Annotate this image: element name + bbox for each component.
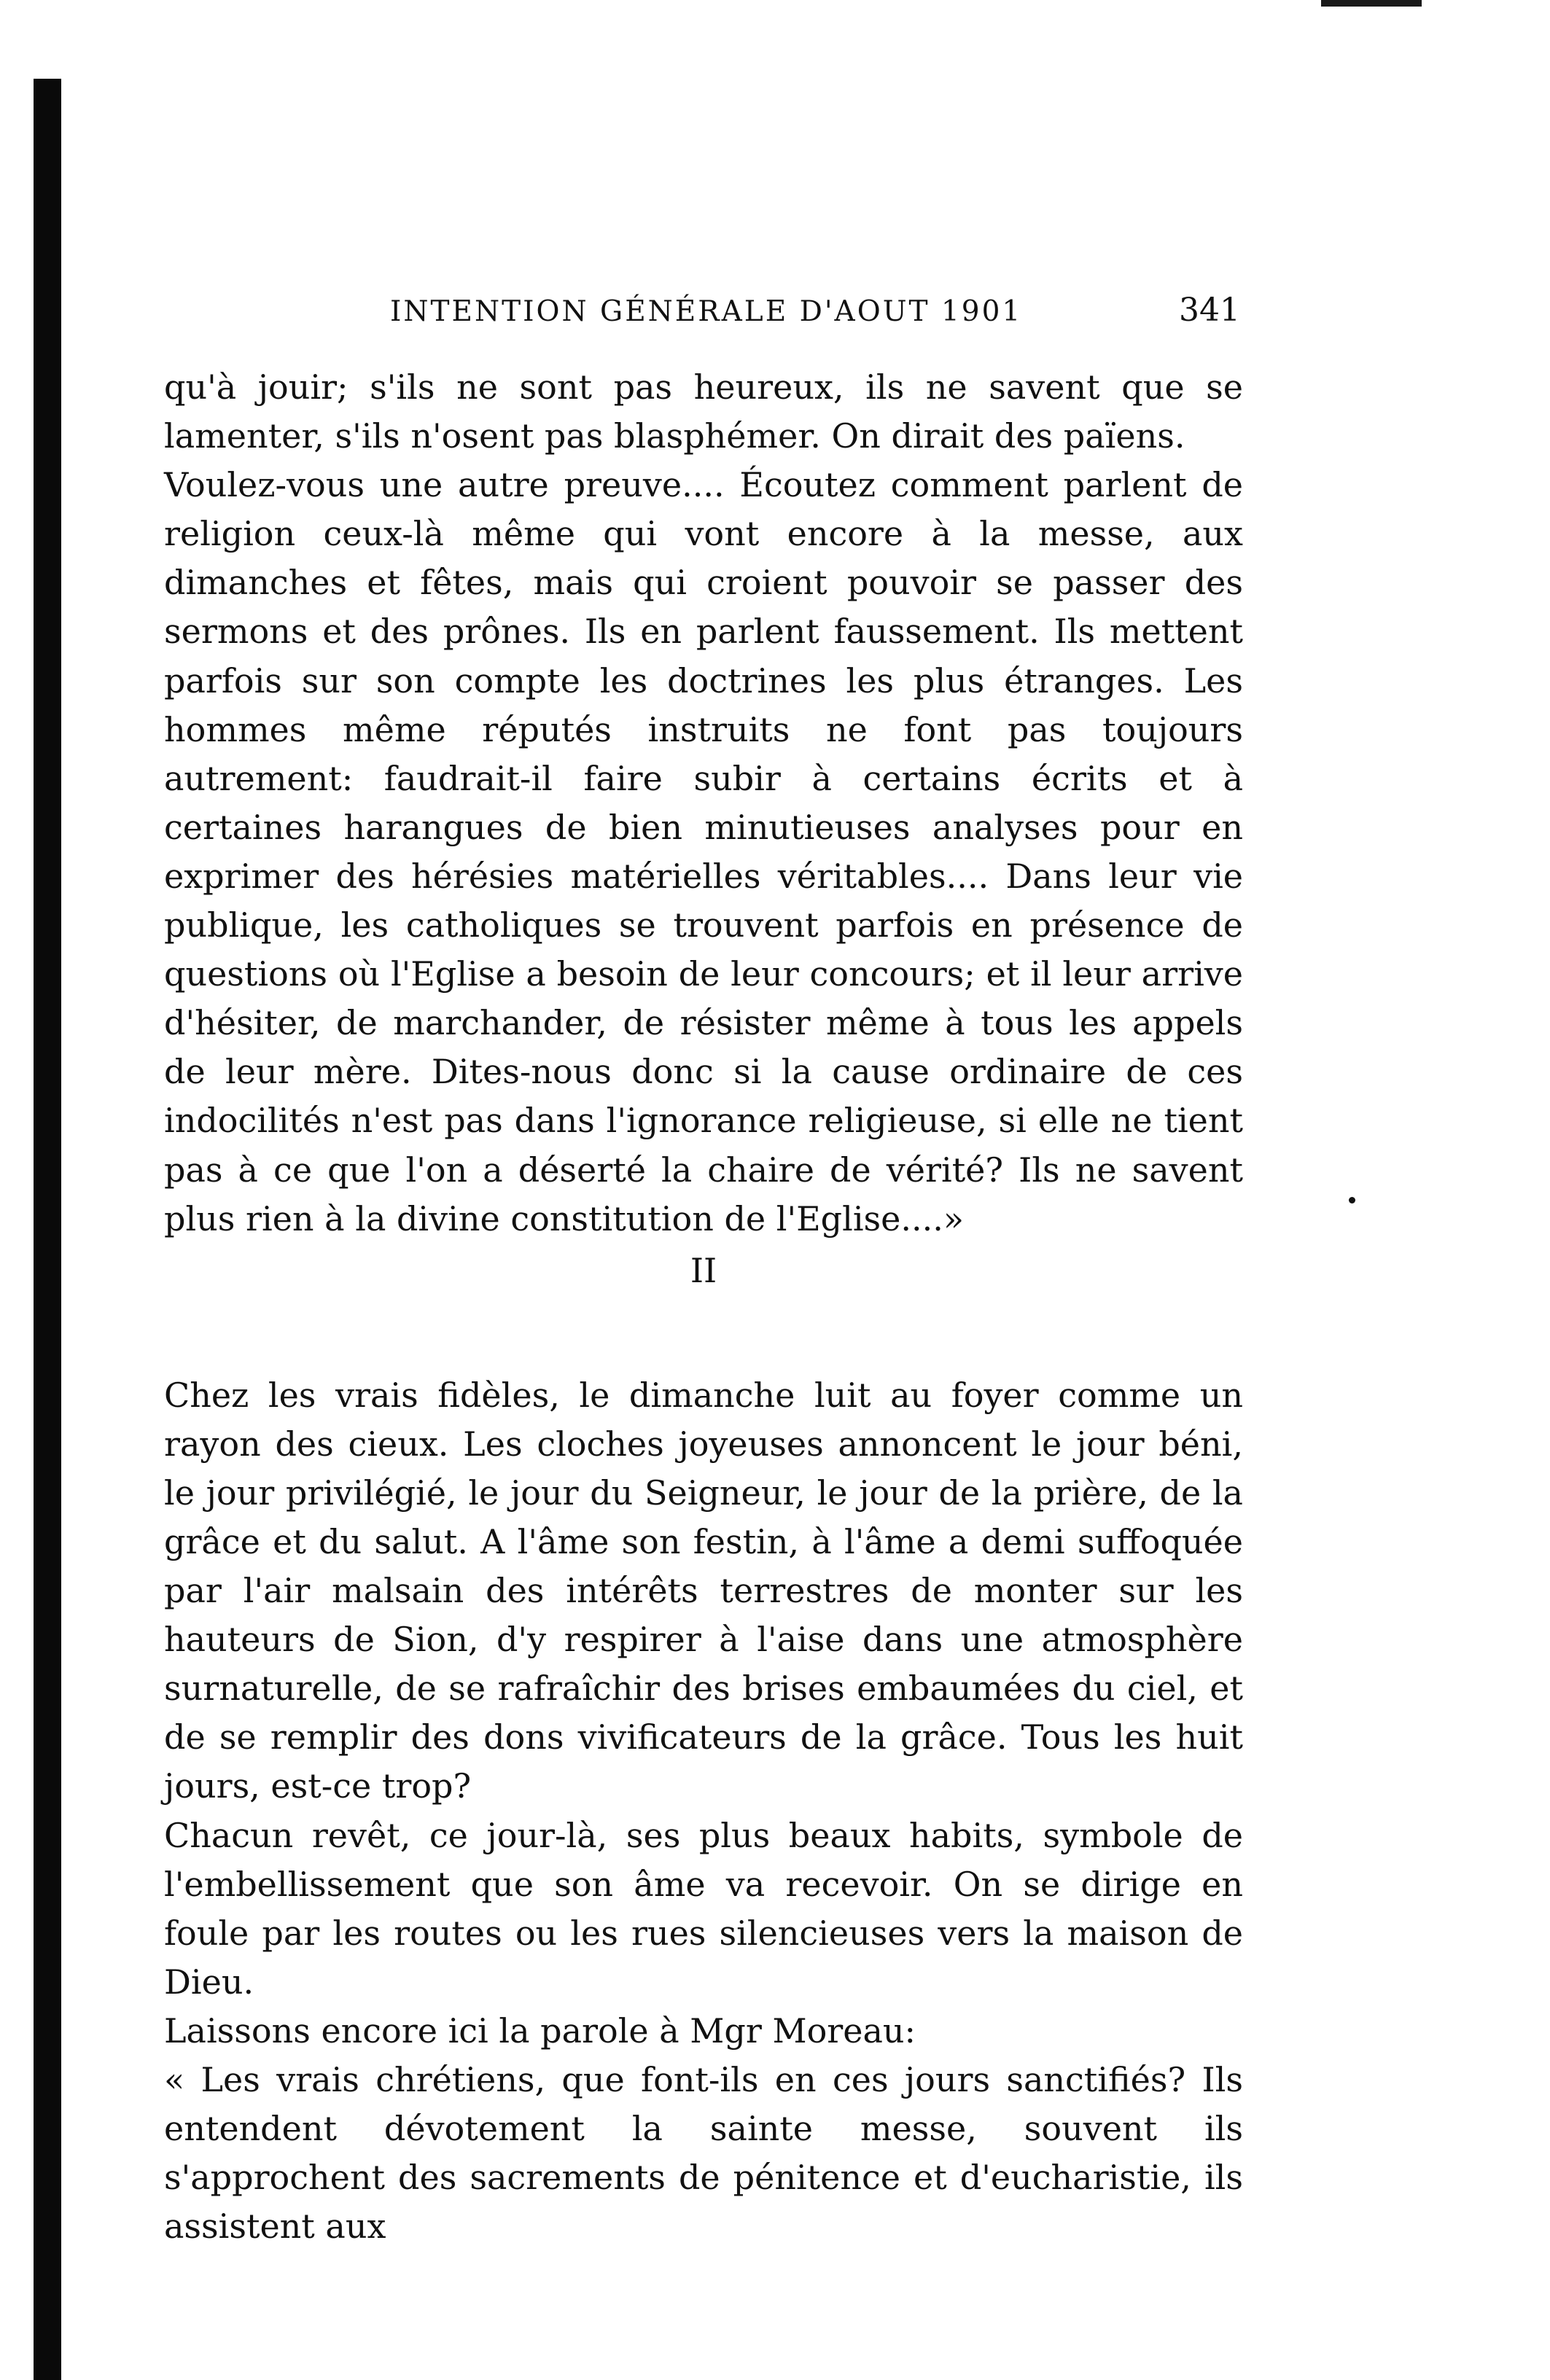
running-header bbox=[164, 292, 1243, 343]
paragraph-proof: Voulez-vous une autre preuve.... Écoutez comment parlent de religion ceux-là même qui vont encore à la messe, aux dimanches et fêtes, mais qui croient pouvoir se passer des sermons et des prônes. Ils en parlent faussement. Ils mettent parfois sur son compte les doctrines les plus étranges. Les hommes même réputés instruits ne font pas toujours autrement: faudrait-il faire subir à certains écrits et à certaines harangues de bien minutieuses analyses pour en exprimer des hérésies matérielles véritables.... Dans leur vie publique, les catholiques se trouvent parfois en présence de questions où l'Eglise a besoin de leur concours; et il leur arrive d'hésiter, de marchander, de résister même à tous les appels de leur mère. Dites-nous donc si la cause ordinaire de ces indocilités n'est pas dans l'ignorance religieuse, si elle ne tient pas à ce que l'on a déserté la chaire de vérité? Ils ne savent plus rien à la divine constitution de l'Eglise....» bbox=[164, 465, 1243, 1238]
section-number: II bbox=[690, 1250, 717, 1290]
book-page bbox=[164, 292, 1243, 2251]
binding-edge bbox=[34, 79, 61, 2380]
paragraph-sunday: Chez les vrais fidèles, le dimanche luit au foyer comme un rayon des cieux. Les cloches joyeuses annoncent le jour béni, le jour privilégié, le jour du Seigneur, le jour de la prière, de la grâce et du salut. A l'âme son festin, à l'âme a demi suffoquée par l'air malsain des intérêts terrestres de monter sur les hauteurs de Sion, d'y respirer à l'aise dans une atmosphère surnaturelle, de se rafraîchir des brises embaumées du ciel, et de se remplir des dons vivificateurs de la grâce. Tous les huit jours, est-ce trop? bbox=[164, 1375, 1243, 1806]
paragraph-continued: qu'à jouir; s'ils ne sont pas heureux, ils ne savent que se lamenter, s'ils n'osent pas blasphémer. On dirait des païens. bbox=[164, 367, 1243, 456]
paragraph-clothes: Chacun revêt, ce jour-là, ses plus beaux habits, symbole de l'embellissement que son âme va recevoir. On se dirige en foule par les routes ou les rues silencieuses vers la maison de Dieu. bbox=[164, 1815, 1243, 2002]
ink-speck bbox=[1349, 1197, 1355, 1203]
page-number: 341 bbox=[1179, 292, 1240, 329]
scan-mark bbox=[1321, 0, 1422, 7]
paragraph-quote-intro: Laissons encore ici la parole à Mgr Moreau: bbox=[164, 2010, 916, 2051]
running-title: INTENTION GÉNÉRALE D'AOUT 1901 bbox=[390, 295, 1023, 328]
paragraph-quote: « Les vrais chrétiens, que font-ils en ces jours sanctifiés? Ils entendent dévotement la sainte messe, souvent ils s'approchent des sacrements de pénitence et d'eucharistie, ils assistent aux bbox=[164, 2060, 1243, 2247]
